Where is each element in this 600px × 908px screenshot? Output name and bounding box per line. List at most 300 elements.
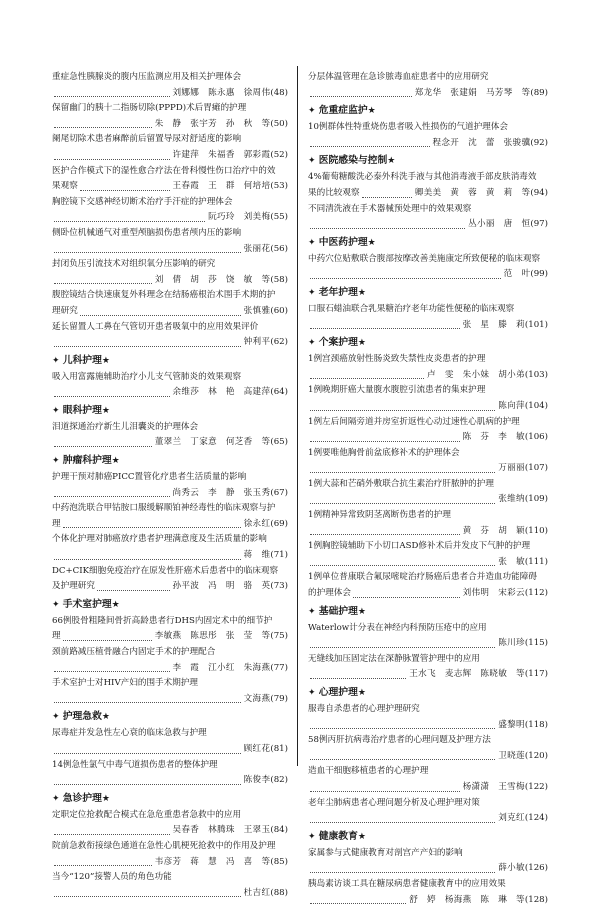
authors: 卿美美 黄 蓉 黄 莉 等 <box>414 187 531 198</box>
section-label: 眼科护理 <box>62 404 102 416</box>
article-title: 封闭负压引流技术对组织氧分压影响的研究 <box>52 259 216 270</box>
section-heading <box>308 334 548 352</box>
article-title: 定职定位抢救配合模式在急危重患者急救中的应用 <box>52 809 242 820</box>
article-title-continued: 的护理体会 <box>308 588 351 599</box>
article-title: 手术室护士对HIV产妇的围手术期护理 <box>52 678 199 689</box>
article-title: 个体化护理对肺癌放疗患者护理满意度及生活质量的影响 <box>52 534 267 545</box>
page-number: (71) <box>270 550 288 561</box>
byline-row <box>52 579 288 595</box>
toc-entry[interactable] <box>308 202 548 233</box>
page-number: (120) <box>524 750 548 761</box>
byline-row <box>52 335 288 351</box>
page-number: (65) <box>270 437 288 448</box>
authors: 蒋 维 <box>243 550 271 561</box>
dot-leader <box>310 728 495 729</box>
toc-entry[interactable] <box>52 564 288 595</box>
article-title: 阑尾切除术患者麻醉前后留置导尿对舒适度的影响 <box>52 134 242 145</box>
star-icon: ✦ <box>308 237 319 248</box>
authors: 余维莎 林 艳 高建萍 <box>172 387 271 398</box>
dot-leader <box>310 791 460 792</box>
toc-right-column <box>308 70 548 908</box>
byline-row <box>308 667 548 683</box>
dot-leader <box>54 159 170 160</box>
authors: 刘娜娜 陈永惠 徐周伟 <box>172 87 271 98</box>
authors: 卫晓莲 <box>498 750 525 761</box>
authors: 李 霞 江小红 朱海燕 <box>172 662 271 673</box>
authors: 陈向萍 <box>498 400 525 411</box>
star-icon: ✦ <box>308 338 319 349</box>
page-number: (89) <box>530 87 548 98</box>
toc-entry[interactable] <box>308 539 548 570</box>
toc-entry[interactable] <box>308 846 548 877</box>
byline-row <box>308 811 548 827</box>
toc-entry[interactable] <box>308 383 548 414</box>
article-title: 延长留置人工鼻在气管切开患者吸氧中的应用效果评价 <box>52 321 259 332</box>
byline-row <box>52 148 288 164</box>
section-label: 肿瘤科护理 <box>62 455 112 467</box>
dot-leader <box>310 503 495 504</box>
dot-leader <box>54 865 152 866</box>
star-icon: ✦ <box>52 355 63 366</box>
article-title-continued: 理 <box>52 518 61 529</box>
toc-entry[interactable] <box>308 764 548 795</box>
dot-leader <box>63 527 241 528</box>
dot-leader <box>54 753 241 754</box>
page-number: (52) <box>270 149 288 160</box>
authors: 张慎雅 <box>243 305 271 316</box>
page-number: (73) <box>270 581 288 592</box>
article-title: 颈前路减压植骨融合内固定手术的护理配合 <box>52 647 216 657</box>
page-number: (107) <box>524 463 548 474</box>
authors: 程念开 沈 蕾 张骏骥 <box>432 137 531 148</box>
byline-row <box>308 636 548 652</box>
section-heading <box>52 352 288 370</box>
byline-row <box>52 742 288 758</box>
authors: 陈 芬 李 敏 <box>462 432 525 443</box>
dot-leader <box>54 784 241 785</box>
article-title: 4%葡萄糖酸洗必泰外科洗手液与其他消毒液手部皮肤消毒效 <box>308 172 537 183</box>
dot-leader <box>310 96 412 97</box>
star-icon: ★ <box>101 793 110 804</box>
byline-row <box>308 780 548 796</box>
dot-leader <box>54 252 241 253</box>
byline-row <box>308 267 548 283</box>
article-title: 造血干细胞移植患者的心理护理 <box>308 766 429 777</box>
toc-entry[interactable] <box>308 446 548 477</box>
dot-leader <box>54 396 170 397</box>
byline-row <box>52 629 288 645</box>
byline-row <box>52 886 288 902</box>
article-title: DC+CIK细胞免疫治疗在原发性肝癌术后患者中的临床观察 <box>52 565 279 576</box>
byline-row <box>52 823 288 839</box>
byline-row <box>52 486 288 502</box>
authors: 王春霞 王 群 何培培 <box>172 181 271 192</box>
section-heading <box>52 452 288 470</box>
dot-leader <box>310 378 424 379</box>
toc-entry[interactable] <box>52 226 288 257</box>
article-title: 口服石蜡油联合乳果糖治疗老年功能性便秘的临床观察 <box>308 303 515 314</box>
toc-entry[interactable] <box>52 839 288 870</box>
page-number: (112) <box>524 588 548 599</box>
page-number: (88) <box>270 887 288 898</box>
page-number: (124) <box>524 813 548 824</box>
dot-leader <box>310 410 495 411</box>
article-title: 1例精神异常致阴茎离断伤患者的护理 <box>308 510 451 521</box>
star-icon: ✦ <box>308 688 319 698</box>
article-title: 1例左后间隔旁道并房室折返性心动过速性心肌病的护理 <box>308 416 520 427</box>
authors: 丛小丽 唐 恒 <box>468 219 531 230</box>
toc-entry[interactable] <box>52 101 288 132</box>
page-number: (77) <box>270 662 288 673</box>
article-title: 医护合作模式下的湿性愈合疗法在骨科慢性伤口治疗中的效 <box>52 165 276 176</box>
article-title: 家属参与式健康教育对剖宫产产妇的影响 <box>308 847 463 858</box>
dot-leader <box>80 315 241 316</box>
dot-leader <box>310 228 465 229</box>
article-title: 66例股骨粗隆间骨折高龄患者行DHS内固定术中的细节护 <box>52 615 273 626</box>
authors: 薛小敏 <box>498 863 525 874</box>
section-heading <box>52 790 288 808</box>
star-icon: ★ <box>111 456 120 467</box>
authors: 张 星 滕 莉 <box>462 319 525 330</box>
page-number: (48) <box>270 87 288 98</box>
section-label: 护理急救 <box>62 711 102 723</box>
authors: 郑龙华 张建娟 马芳琴 等 <box>414 87 531 98</box>
page-number: (126) <box>524 863 548 874</box>
page-number: (69) <box>270 518 288 529</box>
article-title: 胰岛素访谈工具在糖尿病患者健康教育中的应用效果 <box>308 878 506 889</box>
page-number: (56) <box>270 243 288 254</box>
byline-row <box>52 548 288 564</box>
page-number: (50) <box>270 118 288 129</box>
article-title: 泪道探通治疗新生儿泪囊炎的护理体会 <box>52 421 199 432</box>
page-number: (58) <box>270 274 288 285</box>
page-number: (115) <box>524 638 548 649</box>
byline-row <box>308 399 548 415</box>
toc-entry[interactable] <box>52 470 288 501</box>
article-title: 1例要唯他胸骨前盆底修补术的护理体会 <box>308 447 460 458</box>
article-title: 重症急性胰腺炎的腹内压监测应用及相关护理体会 <box>52 72 242 82</box>
article-title: 腹腔镜结合快速康复外科理念在结肠癌根治术围手术期的护 <box>52 290 276 301</box>
byline-row <box>308 186 548 202</box>
byline-row <box>52 242 288 258</box>
article-title-continued: 理研究 <box>52 305 78 316</box>
authors: 孙平波 冯 明 骆 英 <box>172 581 271 592</box>
toc-entry[interactable] <box>52 501 288 532</box>
page-number: (75) <box>270 631 288 642</box>
authors: 刘伟明 宋彩云 <box>462 588 525 599</box>
page-number: (122) <box>524 781 548 792</box>
section-heading <box>308 152 548 170</box>
byline-row <box>308 524 548 540</box>
authors: 杜吉红 <box>243 887 271 898</box>
authors: 盛黎明 <box>498 719 525 730</box>
section-label: 老年护理 <box>318 286 358 298</box>
toc-entry[interactable] <box>52 614 288 645</box>
article-title: 1例胸腔镜辅助下小切口ASD修补术后并发皮下气肿的护理 <box>308 541 531 552</box>
star-icon: ★ <box>357 287 366 298</box>
article-title: 中药泡洗联合甲钴胺口服缓解顺铂神经毒性的临床观察与护 <box>52 503 276 514</box>
article-title: 院前急救衔接绿色通道在急性心肌梗死抢救中的作用及护理 <box>52 840 276 851</box>
section-heading <box>308 603 548 621</box>
authors: 卢 雯 朱小妹 胡小弟 <box>427 369 525 380</box>
authors: 阮巧玲 刘美梅 <box>208 212 271 223</box>
dot-leader <box>310 441 460 442</box>
dot-leader <box>54 283 152 284</box>
byline-row <box>52 273 288 289</box>
byline-row <box>308 86 548 102</box>
toc-entry[interactable] <box>308 508 548 539</box>
byline-row <box>308 893 548 908</box>
section-label: 儿科护理 <box>62 354 102 366</box>
byline-row <box>52 855 288 871</box>
toc-entry[interactable] <box>52 257 288 288</box>
article-title: 14例急性氯气中毒气道损伤患者的整体护理 <box>52 759 218 770</box>
authors: 刘 倩 胡 莎 饶 敏 等 <box>154 274 271 285</box>
page-number: (79) <box>270 693 288 704</box>
dot-leader <box>310 647 495 648</box>
article-title: 保留幽门的胰十二指肠切除(PPPD)术后胃瘫的护理 <box>52 103 247 114</box>
dot-leader <box>54 896 241 897</box>
section-heading <box>308 828 548 846</box>
toc-entry[interactable] <box>52 320 288 351</box>
section-label: 个案护理 <box>318 337 358 349</box>
toc-entry[interactable] <box>308 252 548 283</box>
article-title: 10例群体性特重烧伤患者吸入性损伤的气道护理体会 <box>308 122 508 133</box>
star-icon: ✦ <box>52 405 63 416</box>
toc-entry[interactable] <box>308 415 548 446</box>
authors: 吴春香 林腾珠 王翠玉 <box>172 825 271 836</box>
toc-entry[interactable] <box>308 621 548 652</box>
section-heading <box>52 708 288 726</box>
toc-entry[interactable] <box>308 170 548 201</box>
page-number: (62) <box>270 337 288 348</box>
byline-row <box>52 385 288 401</box>
byline-row <box>308 136 548 152</box>
star-icon: ★ <box>367 237 376 248</box>
page-number: (55) <box>270 212 288 223</box>
dot-leader <box>63 640 152 641</box>
dot-leader <box>310 903 406 904</box>
dot-leader <box>54 496 170 497</box>
page-number: (67) <box>270 487 288 498</box>
authors: 董翠兰 丁家意 何芝香 等 <box>154 437 271 448</box>
toc-entry[interactable] <box>308 570 548 601</box>
article-title-continued: 果观察 <box>52 181 78 192</box>
star-icon: ✦ <box>308 156 319 167</box>
toc-entry[interactable] <box>52 288 288 319</box>
page-number: (103) <box>524 369 548 380</box>
section-label: 中医药护理 <box>318 236 368 248</box>
article-title: 侧卧位机械通气对重型颅脑损伤患者颅内压的影响 <box>52 227 242 238</box>
article-title: 分层体温管理在急诊脓毒血症患者中的应用研究 <box>308 72 489 82</box>
dot-leader <box>310 328 460 329</box>
byline-row <box>52 435 288 451</box>
star-icon: ★ <box>101 712 110 723</box>
authors: 陈俊李 <box>243 775 271 786</box>
page-number: (110) <box>524 525 548 536</box>
authors: 徐永红 <box>243 518 271 529</box>
section-heading <box>308 234 548 252</box>
authors: 刘克红 <box>498 813 525 824</box>
byline-row <box>52 692 288 708</box>
dot-leader <box>54 671 170 672</box>
article-title: 不同清洗液在手术器械预处理中的效果观察 <box>308 203 472 214</box>
dot-leader <box>54 96 170 97</box>
byline-row <box>308 861 548 877</box>
page-number: (117) <box>524 669 548 680</box>
page-number: (106) <box>524 432 548 443</box>
star-icon: ★ <box>357 338 366 349</box>
dot-leader <box>97 590 170 591</box>
toc-entry[interactable] <box>308 120 548 151</box>
dot-leader <box>310 472 495 473</box>
dot-leader <box>54 702 241 703</box>
page-number: (99) <box>530 269 548 280</box>
article-title: 1例宫颈癌放射性肠炎致失禁性皮炎患者的护理 <box>308 354 486 365</box>
page-number: (97) <box>530 219 548 230</box>
dot-leader <box>353 597 460 598</box>
byline-row <box>308 318 548 334</box>
page-number: (82) <box>270 775 288 786</box>
byline-row <box>308 718 548 734</box>
dot-leader <box>310 565 495 566</box>
toc-entry[interactable] <box>52 870 288 901</box>
authors: 黄 芬 胡 颖 <box>462 525 525 536</box>
byline-row <box>52 179 288 195</box>
page-number: (118) <box>524 719 548 730</box>
star-icon: ★ <box>101 405 110 416</box>
article-title: 吸入用富露施辅助治疗小儿支气管肺炎的效果观察 <box>52 371 242 382</box>
authors: 尚秀云 李 静 张玉秀 <box>172 487 271 498</box>
dot-leader <box>54 446 152 447</box>
byline-row <box>308 430 548 446</box>
toc-entry[interactable] <box>308 702 548 733</box>
section-label: 危重症监护 <box>318 105 368 117</box>
article-title: 服毒自杀患者的心理护理研究 <box>308 704 420 714</box>
column-divider <box>297 66 298 766</box>
article-title: 当今“120”接警人员的角色功能 <box>52 872 172 883</box>
dot-leader <box>310 146 430 147</box>
star-icon: ✦ <box>308 606 319 617</box>
star-icon: ★ <box>357 606 366 617</box>
toc-entry[interactable] <box>52 420 288 451</box>
page-number: (104) <box>524 400 548 411</box>
byline-row <box>52 210 288 226</box>
section-label: 健康教育 <box>318 830 358 842</box>
section-label: 心理护理 <box>318 687 358 698</box>
dot-leader <box>310 872 495 873</box>
toc-entry[interactable] <box>308 477 548 508</box>
article-title: 无缝线加压固定法在深静脉置管护理中的应用 <box>308 653 480 664</box>
section-label: 手术室护理 <box>62 598 112 610</box>
star-icon: ★ <box>101 355 110 366</box>
dot-leader <box>54 127 152 128</box>
article-title: 1例晚期肝癌大量腹水腹腔引流患者的集束护理 <box>308 385 486 396</box>
toc-entry[interactable] <box>52 132 288 163</box>
article-title: 尿毒症并发急性左心衰的临床急救与护理 <box>52 728 207 739</box>
toc-entry[interactable] <box>52 726 288 757</box>
star-icon: ✦ <box>52 599 63 610</box>
byline-row <box>52 86 288 102</box>
toc-entry[interactable] <box>52 70 288 101</box>
star-icon: ★ <box>357 831 366 842</box>
page-number: (84) <box>270 825 288 836</box>
article-title-continued: 果的比较观察 <box>308 187 360 198</box>
toc-entry[interactable] <box>52 758 288 789</box>
toc-entry[interactable] <box>308 652 548 683</box>
toc-entry[interactable] <box>308 877 548 908</box>
byline-row <box>52 517 288 533</box>
authors: 许建萍 朱福香 郭彩霞 <box>172 149 271 160</box>
dot-leader <box>80 190 170 191</box>
byline-row <box>52 661 288 677</box>
page-number: (109) <box>524 494 548 505</box>
authors: 张维纳 <box>498 494 525 505</box>
page-number: (53) <box>270 181 288 192</box>
section-heading <box>52 596 288 614</box>
page-number: (128) <box>524 894 548 905</box>
toc-entry[interactable] <box>52 532 288 563</box>
dot-leader <box>54 834 170 835</box>
toc-entry[interactable] <box>308 302 548 333</box>
authors: 顾红花 <box>243 743 271 754</box>
authors: 舒 婷 杨海燕 陈 琳 等 <box>409 894 525 905</box>
page-number: (64) <box>270 387 288 398</box>
star-icon: ★ <box>367 106 376 117</box>
section-heading <box>52 402 288 420</box>
dot-leader <box>310 534 460 535</box>
page-number: (81) <box>270 743 288 754</box>
toc-entry[interactable] <box>52 645 288 676</box>
toc-left-column <box>52 70 288 901</box>
authors: 文海燕 <box>243 693 271 704</box>
authors: 张 敏 <box>498 556 525 567</box>
toc-entry[interactable] <box>308 796 548 827</box>
toc-entry[interactable] <box>52 195 288 226</box>
star-icon: ✦ <box>308 831 319 842</box>
toc-entry[interactable] <box>52 808 288 839</box>
dot-leader <box>310 278 501 279</box>
authors: 韦彦芳 蒋 慧 冯 喜 等 <box>154 856 271 867</box>
toc-entry[interactable] <box>52 676 288 707</box>
authors: 陈川珍 <box>498 638 525 649</box>
toc-entry[interactable] <box>308 70 548 101</box>
toc-entry[interactable] <box>52 370 288 401</box>
dot-leader <box>310 678 406 679</box>
toc-entry[interactable] <box>308 352 548 383</box>
page-number: (94) <box>530 187 548 198</box>
page-number: (92) <box>530 137 548 148</box>
toc-entry[interactable] <box>52 164 288 195</box>
authors: 钟利平 <box>243 337 271 348</box>
star-icon: ★ <box>357 688 366 698</box>
article-title-continued: 理 <box>52 631 61 642</box>
byline-row <box>308 492 548 508</box>
page-number: (101) <box>524 319 548 330</box>
byline-row <box>308 217 548 233</box>
authors: 李敏燕 陈思彤 张 莹 等 <box>154 631 271 642</box>
page-number: (111) <box>524 556 548 567</box>
byline-row <box>52 304 288 320</box>
article-title: 老年尘肺病患者心理问题分析及心理护理对策 <box>308 797 480 808</box>
page-number: (60) <box>270 305 288 316</box>
section-heading <box>308 284 548 302</box>
dot-leader <box>310 822 495 823</box>
toc-entry[interactable] <box>308 733 548 764</box>
star-icon: ✦ <box>52 456 63 467</box>
section-heading <box>308 684 548 702</box>
star-icon: ✦ <box>52 712 63 723</box>
